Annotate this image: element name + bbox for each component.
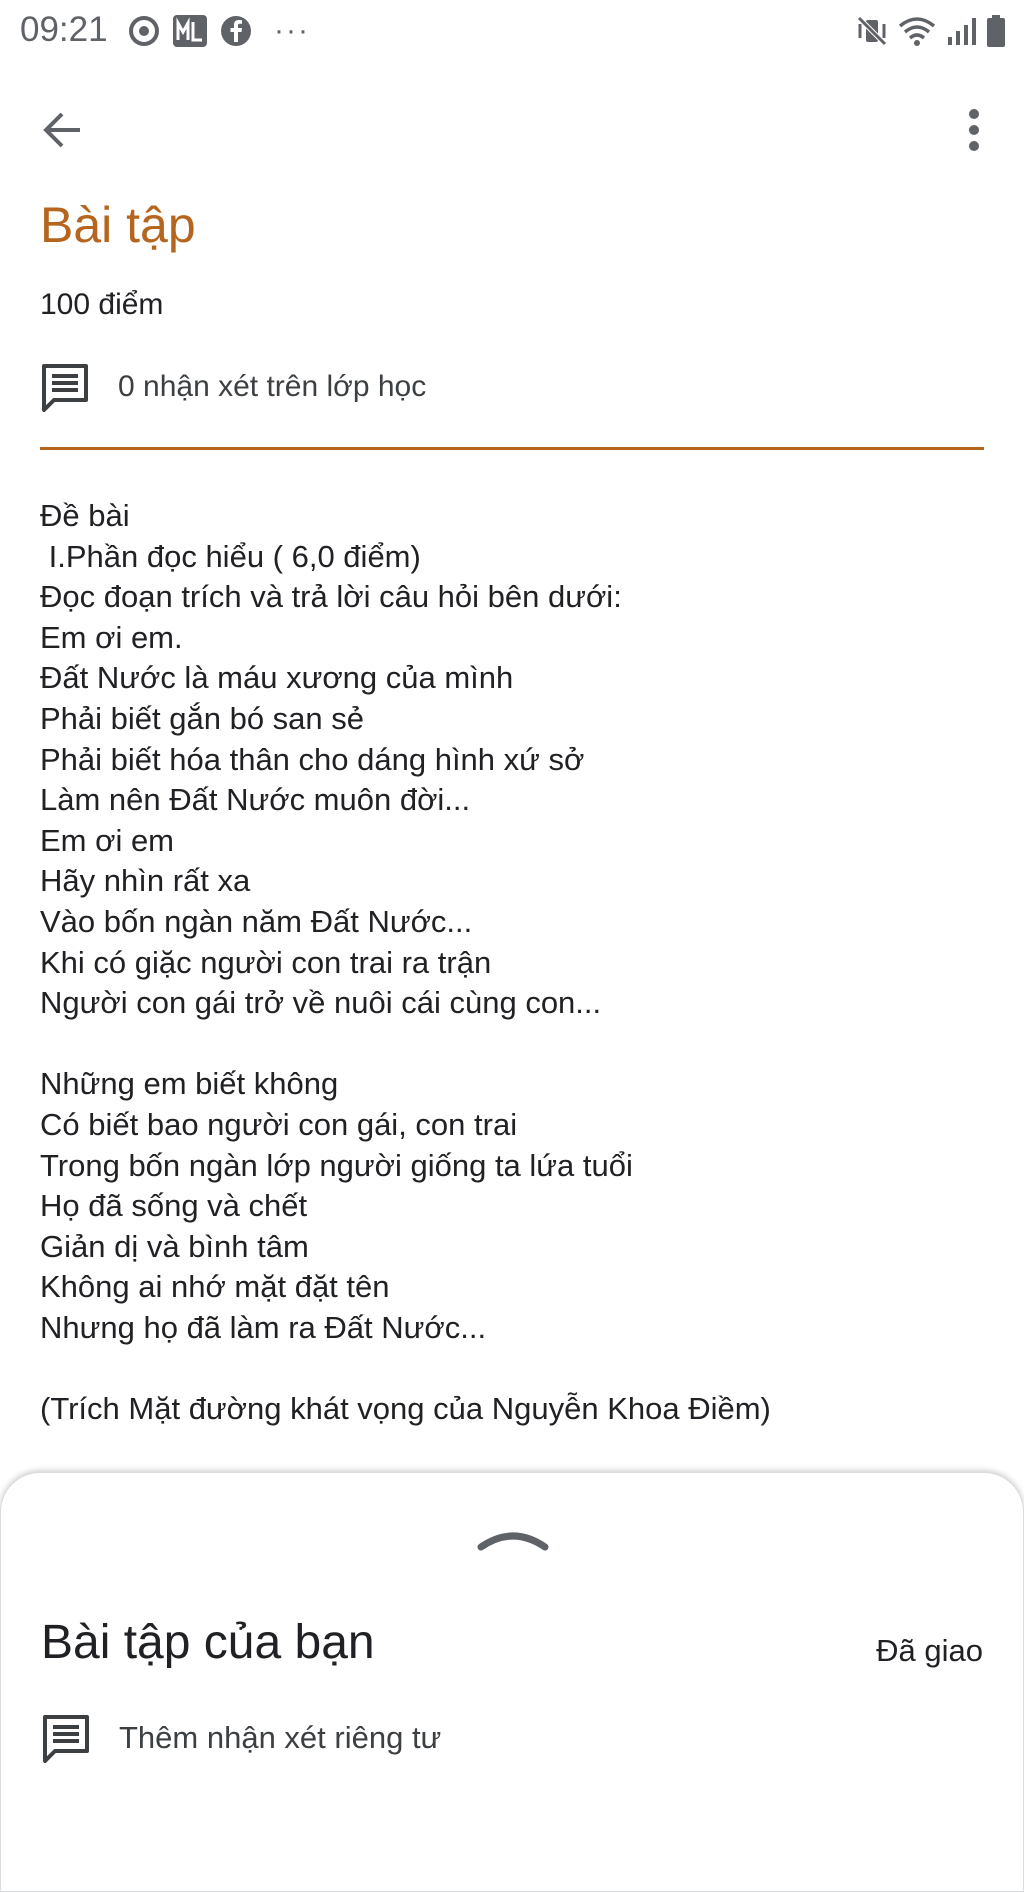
mute-vibrate-icon bbox=[856, 15, 888, 47]
description-line: Em ơi em bbox=[40, 822, 175, 858]
your-work-title: Bài tập của bạn bbox=[41, 1616, 375, 1669]
more-notifications-icon: ··· bbox=[274, 14, 310, 47]
comment-icon bbox=[41, 1713, 91, 1763]
back-arrow-icon bbox=[38, 106, 86, 154]
wifi-icon bbox=[898, 15, 936, 47]
description-line: Có biết bao người con gái, con trai bbox=[40, 1106, 518, 1142]
class-comments-link[interactable] bbox=[40, 362, 426, 412]
description-line: Đất Nước là máu xương của mình bbox=[40, 660, 514, 696]
assignment-title: Bài tập bbox=[40, 197, 196, 253]
description-line bbox=[40, 1024, 984, 1065]
facebook-icon bbox=[220, 15, 252, 47]
app-bar bbox=[0, 90, 1024, 170]
description-line: Phải biết gắn bó san sẻ bbox=[40, 700, 365, 736]
chevron-up-icon bbox=[473, 1523, 553, 1553]
description-line: Họ đã sống và chết bbox=[40, 1188, 308, 1224]
description-line: Những em biết không bbox=[40, 1066, 339, 1102]
assignment-description bbox=[40, 496, 984, 1430]
description-line: Em ơi em. bbox=[40, 619, 183, 655]
private-comment-label: Thêm nhận xét riêng tư bbox=[119, 1720, 442, 1755]
description-line: Nhưng họ đã làm ra Đất Nước... bbox=[40, 1309, 487, 1345]
description-line: Vào bốn ngàn năm Đất Nước... bbox=[40, 903, 473, 939]
ml-icon bbox=[172, 14, 208, 48]
your-work-status: Đã giao bbox=[876, 1633, 983, 1668]
battery-icon bbox=[986, 14, 1006, 48]
description-line: Không ai nhớ mặt đặt tên bbox=[40, 1269, 390, 1305]
description-line: Trong bốn ngàn lớp người giống ta lứa tuổi bbox=[40, 1147, 633, 1183]
your-work-sheet bbox=[0, 1472, 1024, 1892]
add-private-comment-button[interactable] bbox=[41, 1713, 441, 1763]
comment-icon bbox=[40, 362, 90, 412]
description-line: Phải biết hóa thân cho dáng hình xứ sở bbox=[40, 741, 585, 777]
description-line: I.Phần đọc hiểu ( 6,0 điểm) bbox=[40, 538, 421, 574]
back-button[interactable] bbox=[30, 98, 94, 162]
status-bar bbox=[0, 0, 1024, 62]
status-right-icons bbox=[856, 12, 1006, 50]
header-divider bbox=[40, 447, 984, 450]
description-line: Làm nên Đất Nước muôn đời... bbox=[40, 782, 471, 818]
class-comments-label: 0 nhận xét trên lớp học bbox=[118, 370, 427, 403]
description-line: (Trích Mặt đường khát vọng của Nguyễn Khoa Điềm) bbox=[40, 1391, 771, 1427]
description-line: Giản dị và bình tâm bbox=[40, 1228, 309, 1264]
description-line bbox=[40, 1348, 984, 1389]
sheet-expand-handle[interactable] bbox=[473, 1523, 553, 1553]
signal-icon bbox=[946, 15, 976, 47]
eye-icon bbox=[128, 15, 160, 47]
description-line: Hãy nhìn rất xa bbox=[40, 863, 251, 899]
assignment-points: 100 điểm bbox=[40, 288, 164, 321]
status-time: 09:21 bbox=[20, 10, 108, 49]
description-line: Khi có giặc người con trai ra trận bbox=[40, 944, 492, 980]
description-line: Đọc đoạn trích và trả lời câu hỏi bên dưới: bbox=[40, 579, 622, 615]
description-line: Đề bài bbox=[40, 498, 130, 533]
more-options-button[interactable] bbox=[942, 98, 1006, 162]
description-line: Người con gái trở về nuôi cái cùng con... bbox=[40, 985, 602, 1021]
more-vert-icon bbox=[966, 106, 982, 154]
status-left-icons bbox=[128, 12, 310, 50]
